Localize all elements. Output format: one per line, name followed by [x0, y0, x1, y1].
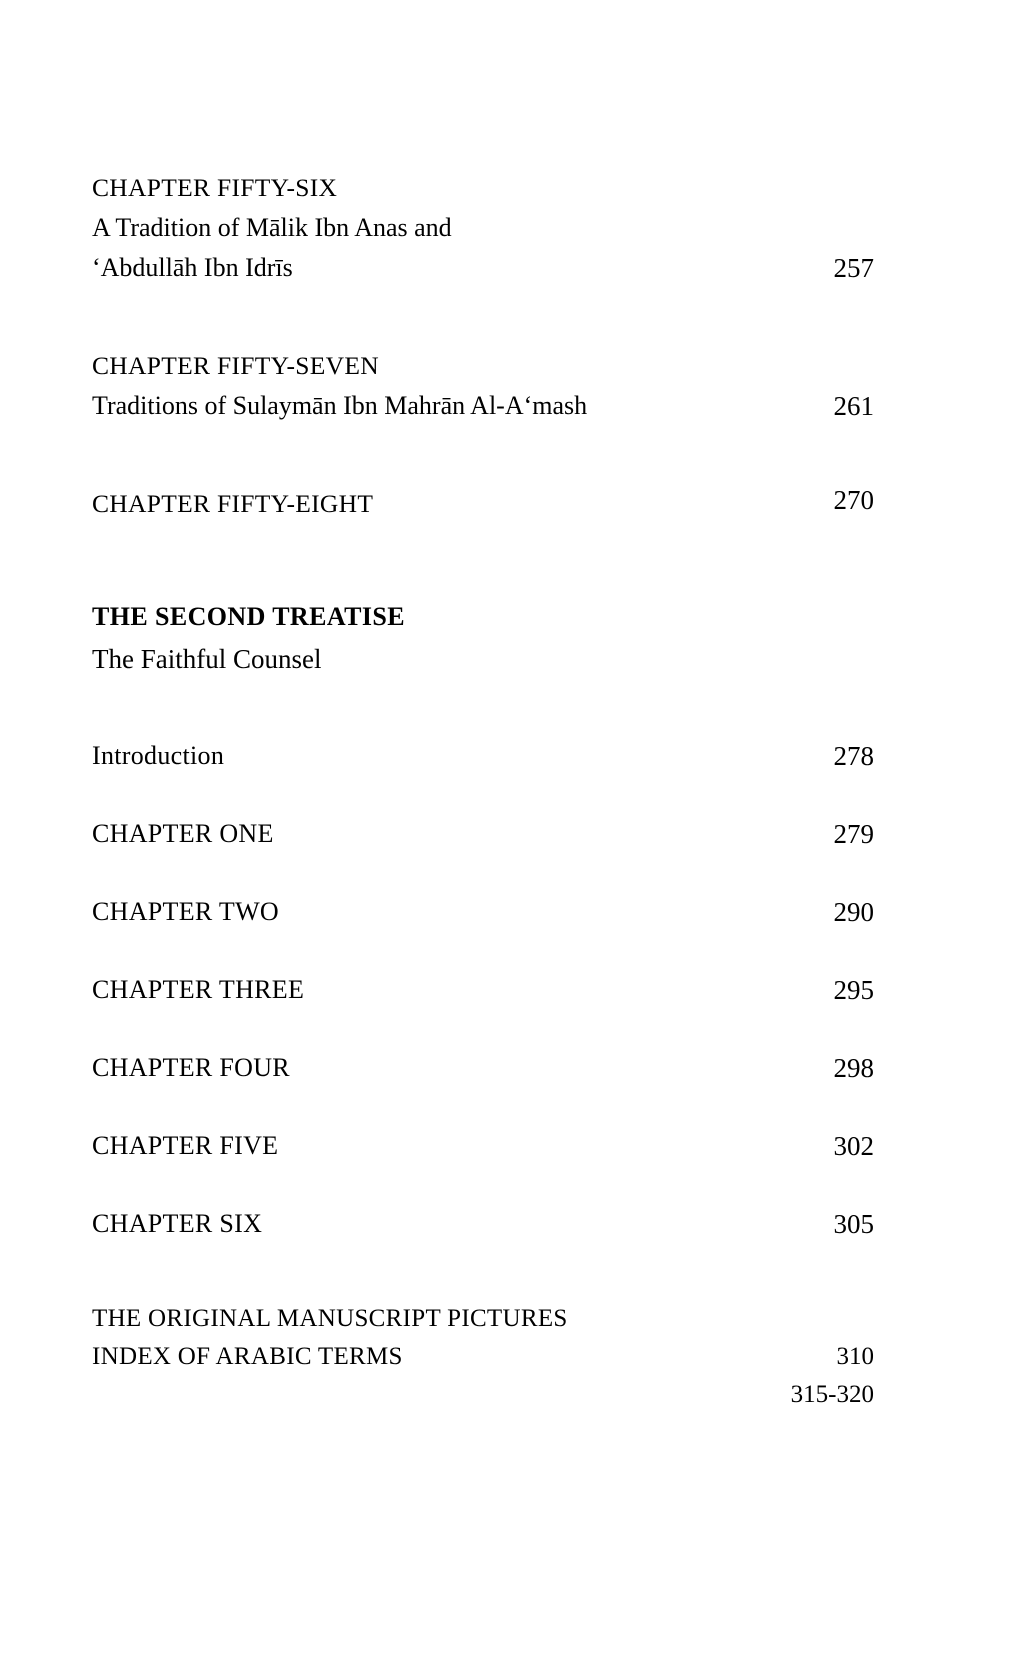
table-of-contents: [92, 168, 874, 1284]
spacer: [92, 524, 874, 596]
spacer: [92, 288, 874, 346]
toc-page-number: 295: [833, 975, 874, 1005]
treatise-title: THE SECOND TREATISE: [92, 602, 405, 631]
toc-entry[interactable]: [92, 972, 874, 1050]
toc-entry-line: ‘Abdullāh Ibn Idrīs: [92, 253, 293, 282]
toc-entry[interactable]: [92, 1050, 874, 1128]
toc-entry-title: [92, 346, 752, 426]
toc-entry-label: CHAPTER FIVE: [92, 1131, 279, 1160]
toc-entry[interactable]: [92, 346, 874, 426]
toc-entry-label: CHAPTER TWO: [92, 897, 279, 926]
toc-entry[interactable]: [92, 1128, 874, 1206]
toc-entry-label: Introduction: [92, 741, 225, 770]
toc-page-number: 305: [833, 1209, 874, 1239]
toc-entry-label: CHAPTER FOUR: [92, 1053, 290, 1082]
toc-entry[interactable]: [92, 168, 874, 288]
toc-page-number: 261: [833, 391, 874, 421]
toc-entry[interactable]: [92, 1338, 874, 1408]
toc-entry[interactable]: [92, 1206, 874, 1284]
toc-entry-label: THE ORIGINAL MANUSCRIPT PICTURES: [92, 1305, 568, 1332]
toc-entry-label: CHAPTER THREE: [92, 975, 305, 1004]
treatise-subtitle: The Faithful Counsel: [92, 644, 322, 674]
toc-page-number: 270: [833, 485, 874, 515]
toc-entry-title: [92, 484, 752, 524]
toc-entry[interactable]: [92, 816, 874, 894]
back-matter-list: [92, 1300, 874, 1408]
toc-entry[interactable]: [92, 894, 874, 972]
toc-entry-line: Traditions of Sulaymān Ibn Mahrān Al-A‘mash: [92, 391, 588, 420]
toc-page-number: 302: [833, 1131, 874, 1161]
toc-entry-line: A Tradition of Mālik Ibn Anas and: [92, 213, 452, 242]
toc-entry[interactable]: [92, 484, 874, 524]
toc-entry-label: INDEX OF ARABIC TERMS: [92, 1343, 403, 1370]
treatise-heading: [92, 596, 874, 680]
toc-page-number: 315-320: [790, 1381, 874, 1408]
toc-page-number: 257: [833, 253, 874, 283]
toc-entry[interactable]: [92, 738, 874, 816]
toc-page-number: 310: [836, 1343, 874, 1370]
toc-page-number: 278: [833, 741, 874, 771]
toc-page-number: 279: [833, 819, 874, 849]
toc-entry-line: CHAPTER FIFTY-EIGHT: [92, 489, 374, 518]
toc-page-number: 298: [833, 1053, 874, 1083]
toc-entry-title: [92, 168, 752, 288]
spacer: [92, 680, 874, 738]
toc-entry-label: CHAPTER SIX: [92, 1209, 263, 1238]
toc-page-number: 290: [833, 897, 874, 927]
spacer: [92, 426, 874, 484]
toc-entry-label: CHAPTER ONE: [92, 819, 274, 848]
toc-entry-line: CHAPTER FIFTY-SEVEN: [92, 351, 379, 380]
toc-entry-line: CHAPTER FIFTY-SIX: [92, 173, 338, 202]
